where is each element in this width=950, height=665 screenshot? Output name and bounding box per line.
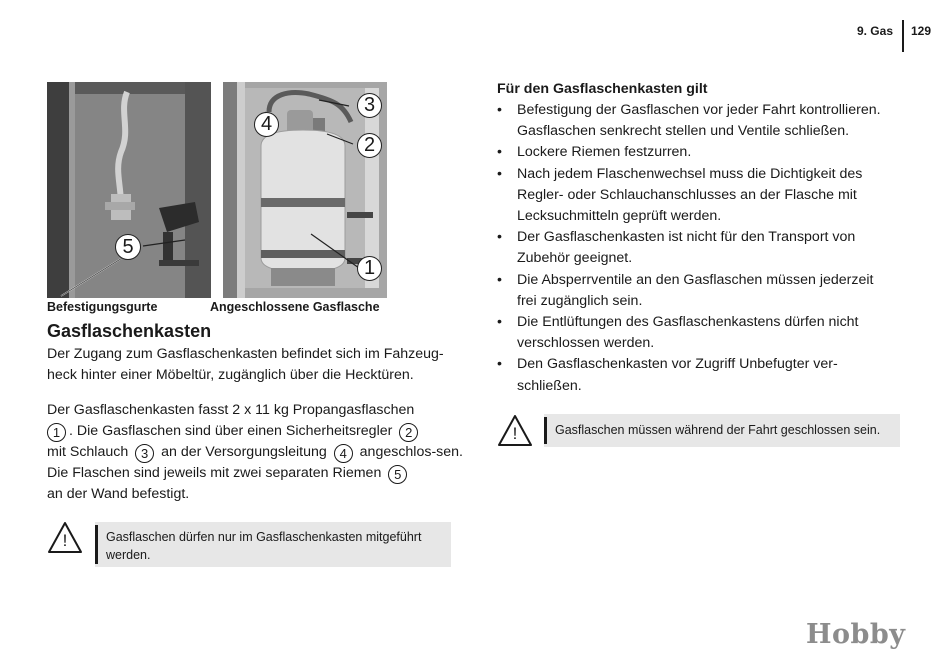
bullet: • bbox=[497, 271, 502, 288]
bullet: • bbox=[497, 314, 502, 331]
list-item-text: Den Gasflaschenkasten vor Zugriff Unbefugter ver- bbox=[517, 356, 838, 373]
photo-caption: Befestigungsgurte bbox=[47, 300, 158, 314]
marker-1: 1 bbox=[357, 256, 382, 281]
list-item-text: Befestigung der Gasflaschen vor jeder Fahrt kontrollieren. bbox=[517, 102, 881, 118]
list-item bbox=[497, 270, 907, 312]
rules-list bbox=[497, 100, 907, 397]
photo-mounting-straps bbox=[47, 82, 211, 298]
marker-3: 3 bbox=[357, 93, 382, 118]
warning-icon-glyph: ! bbox=[512, 424, 518, 443]
paragraph-text: an der Versorgungsleitung bbox=[161, 444, 327, 460]
list-item-text: Der Gasflaschenkasten ist nicht für den Transport von bbox=[517, 229, 856, 246]
list-item-text: Zubehör geeignet. bbox=[517, 250, 633, 267]
marker-ref-3: 3 bbox=[135, 444, 154, 463]
section-title: Gasflaschenkasten bbox=[47, 321, 212, 341]
warning-bar bbox=[544, 417, 547, 444]
marker-4: 4 bbox=[254, 112, 279, 137]
list-item-text: Nach jedem Flaschenwechsel muss die Dichtigkeit des bbox=[517, 165, 863, 182]
list-item bbox=[497, 354, 907, 396]
warning-text: werden. bbox=[106, 548, 151, 562]
brand-logo: Hobby bbox=[806, 619, 906, 650]
bullet: • bbox=[497, 356, 502, 373]
list-item-text: schließen. bbox=[517, 377, 582, 394]
list-item bbox=[497, 142, 907, 163]
list-item-text: Lockere Riemen festzurren. bbox=[517, 144, 692, 161]
list-item-text: frei zugänglich sein. bbox=[517, 292, 643, 309]
warning-text: Gasflaschen müssen während der Fahrt geschlossen sein. bbox=[555, 423, 881, 437]
list-item-text: Lecksuchmitteln geprüft werden. bbox=[517, 208, 722, 225]
paragraph-text: mit Schlauch bbox=[47, 444, 129, 460]
paragraph-text: Der Gasflaschenkasten fasst 2 x 11 kg Propangasflaschen bbox=[47, 402, 415, 418]
list-item bbox=[497, 164, 907, 228]
warning-icon bbox=[47, 521, 83, 555]
bullet: • bbox=[497, 102, 502, 118]
marker-2: 2 bbox=[357, 133, 382, 158]
page-number: 129 bbox=[911, 24, 932, 38]
list-item-text: Die Entlüftungen des Gasflaschenkastens dürfen nicht bbox=[517, 314, 859, 331]
photo-caption: Angeschlossene Gasflasche bbox=[210, 300, 380, 314]
warning-bar bbox=[95, 525, 98, 564]
marker-ref-5: 5 bbox=[388, 465, 407, 484]
list-item bbox=[497, 312, 907, 354]
paragraph-text: angeschlos-sen. Die Flaschen sind jeweils mit zwei separaten Riemen bbox=[47, 444, 463, 481]
bullet: • bbox=[497, 144, 502, 161]
intro-paragraph: Der Zugang zum Gasflaschenkasten befindet sich im Fahzeug-heck hinter einer Möbeltür, zugänglich über die Hecktüren. bbox=[47, 346, 444, 383]
header-divider bbox=[902, 20, 904, 52]
bullet: • bbox=[497, 229, 502, 246]
rules-heading: Für den Gasflaschenkasten gilt bbox=[497, 81, 708, 97]
warning-icon-glyph: ! bbox=[62, 531, 68, 550]
description-paragraph bbox=[47, 400, 467, 505]
marker-ref-2: 2 bbox=[399, 423, 418, 442]
list-item-text: verschlossen werden. bbox=[517, 335, 655, 352]
list-item-text: Regler- oder Schlauchanschlusses an der Flasche mit bbox=[517, 186, 857, 203]
warning-text: Gasflaschen dürfen nur im Gasflaschenkasten mitgeführt bbox=[106, 530, 422, 544]
warning-box bbox=[544, 414, 900, 447]
list-item-text: Die Absperrventile an den Gasflaschen müssen jederzeit bbox=[517, 271, 874, 288]
marker-5: 5 bbox=[115, 234, 141, 260]
photo-gas-bottle bbox=[223, 82, 387, 298]
bullet: • bbox=[497, 165, 502, 182]
marker-ref-4: 4 bbox=[334, 444, 353, 463]
warning-icon bbox=[497, 414, 533, 448]
warning-box bbox=[95, 522, 451, 567]
marker-ref-1: 1 bbox=[47, 423, 66, 442]
list-item-text: Gasflaschen senkrecht stellen und Ventile schließen. bbox=[517, 123, 850, 140]
paragraph-text: . Die Gasflaschen sind über einen Sicherheitsregler bbox=[69, 423, 393, 439]
paragraph-text: an der Wand befestigt. bbox=[47, 486, 190, 502]
list-item bbox=[497, 227, 907, 269]
list-item bbox=[497, 100, 907, 142]
section-label: 9. Gas bbox=[856, 24, 893, 38]
